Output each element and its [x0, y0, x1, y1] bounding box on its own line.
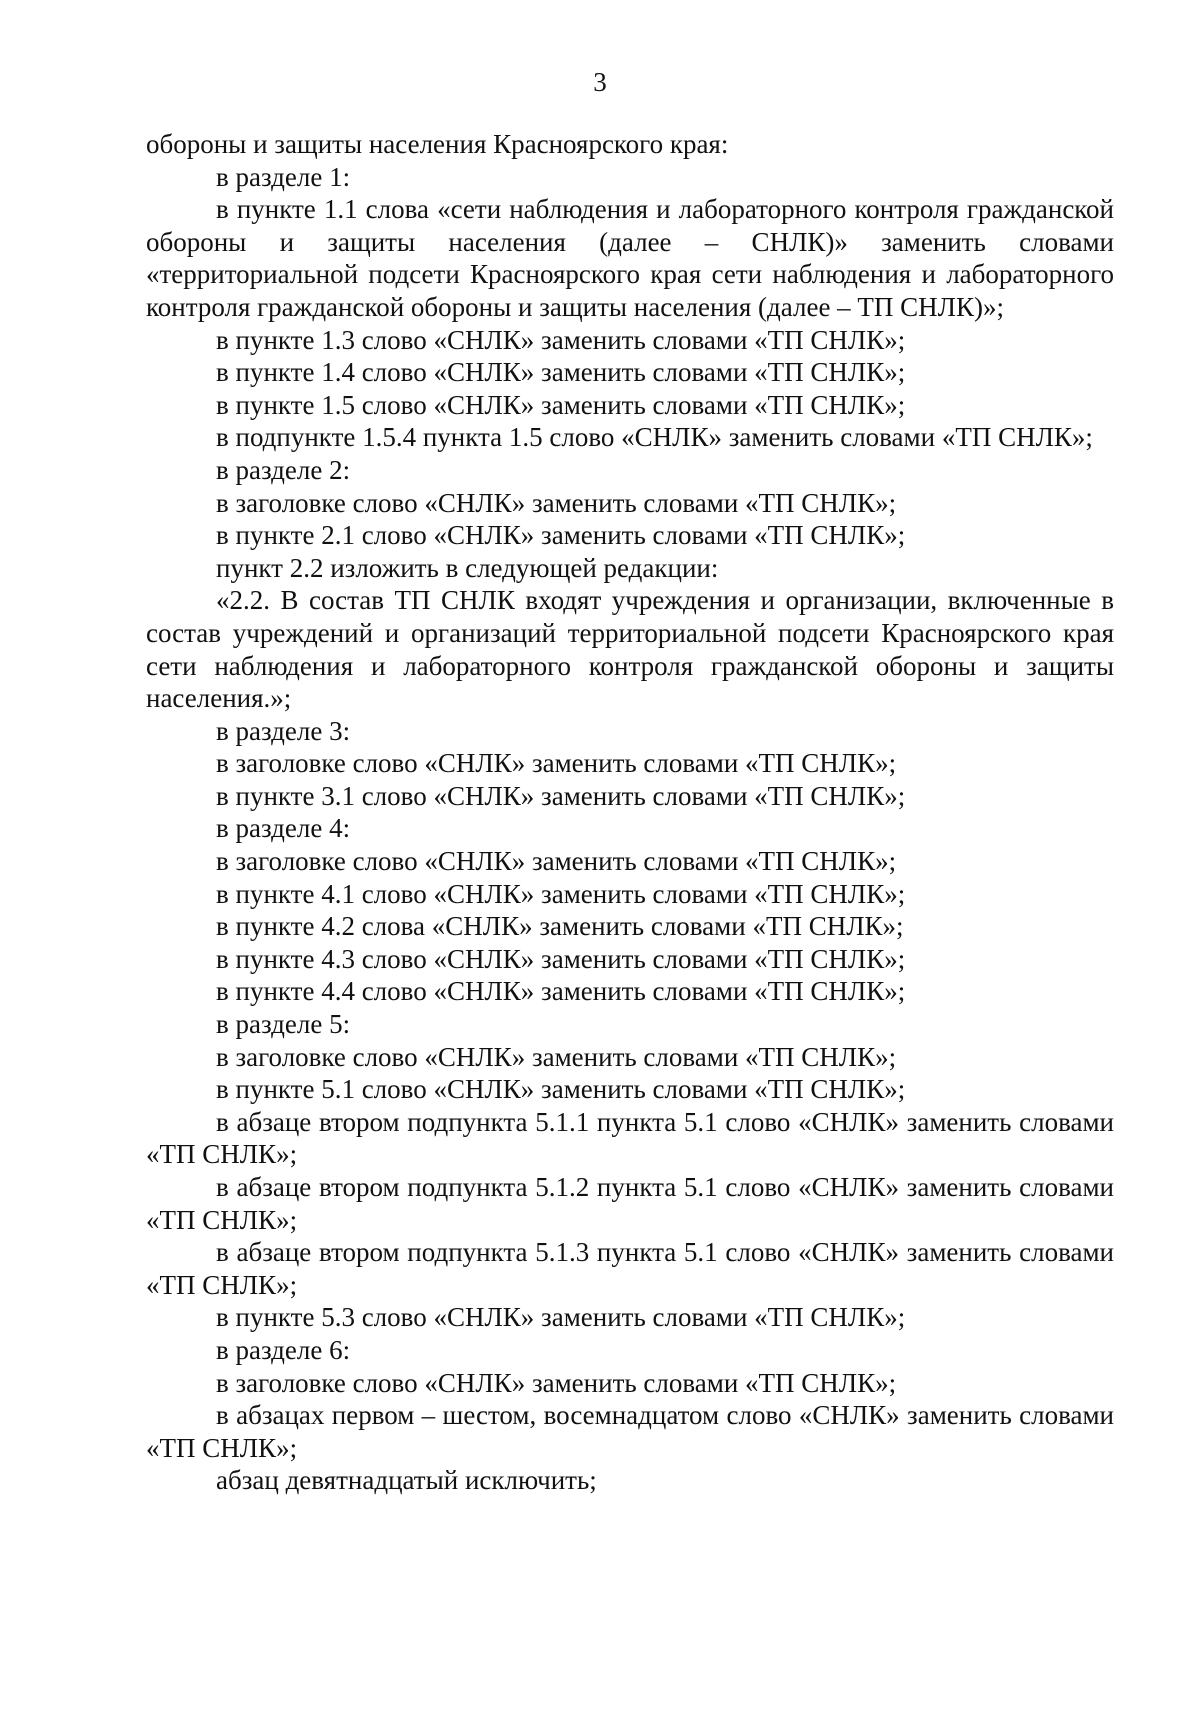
paragraph: в разделе 5:: [216, 1009, 351, 1040]
paragraph: обороны и защиты населения Красноярского края:: [146, 129, 729, 159]
paragraph: в абзаце втором подпункта 5.1.3 пункта 5.1 слово «СНЛК» заменить словами «ТП СНЛК»;: [146, 1237, 1114, 1300]
paragraph: в абзацах первом – шестом, восемнадцатом слово «СНЛК» заменить словами «ТП СНЛК»;: [146, 1400, 1114, 1463]
paragraph: в пункте 3.1 слово «СНЛК» заменить словами «ТП СНЛК»;: [216, 780, 906, 811]
paragraph: абзац девятнадцатый исключить;: [216, 1465, 597, 1496]
paragraph: в пункте 4.1 слово «СНЛК» заменить словами «ТП СНЛК»;: [216, 878, 906, 909]
paragraph: в разделе 1:: [216, 161, 351, 192]
paragraph: в пункте 5.3 слово «СНЛК» заменить словами «ТП СНЛК»;: [216, 1302, 906, 1333]
paragraph: в абзаце втором подпункта 5.1.1 пункта 5.1 слово «СНЛК» заменить словами «ТП СНЛК»;: [146, 1106, 1114, 1170]
paragraph: в разделе 4:: [216, 813, 351, 844]
paragraph: в заголовке слово «СНЛК» заменить словами «ТП СНЛК»;: [216, 748, 897, 779]
document-body: [146, 128, 1114, 1497]
paragraph: пункт 2.2 изложить в следующей редакции:: [216, 552, 719, 583]
page-number: 3: [593, 67, 607, 97]
paragraph: в пункте 1.3 слово «СНЛК» заменить словами «ТП СНЛК»;: [216, 324, 906, 355]
paragraph: в пункте 4.3 слово «СНЛК» заменить словами «ТП СНЛК»;: [216, 943, 906, 974]
paragraph: в пункте 4.4 слово «СНЛК» заменить словами «ТП СНЛК»;: [216, 976, 906, 1007]
paragraph: в заголовке слово «СНЛК» заменить словами «ТП СНЛК»;: [216, 1041, 897, 1072]
paragraph: в абзаце втором подпункта 5.1.2 пункта 5.1 слово «СНЛК» заменить словами «ТП СНЛК»;: [146, 1172, 1114, 1235]
paragraph: в заголовке слово «СНЛК» заменить словами «ТП СНЛК»;: [216, 846, 897, 877]
paragraph: в пункте 5.1 слово «СНЛК» заменить словами «ТП СНЛК»;: [216, 1074, 906, 1105]
paragraph: в подпункте 1.5.4 пункта 1.5 слово «СНЛК» заменить словами «ТП СНЛК»;: [216, 422, 1093, 453]
paragraph: «2.2. В состав ТП СНЛК входят учреждения и организации, включенные в состав учреждений и организаций территориальной подсети Красноярского края сети наблюдения и лабораторного контроля гражданской обороны и защиты населения.»;: [146, 585, 1114, 714]
paragraph: в заголовке слово «СНЛК» заменить словами «ТП СНЛК»;: [216, 487, 897, 518]
paragraph: в заголовке слово «СНЛК» заменить словами «ТП СНЛК»;: [216, 1367, 897, 1398]
paragraph: в разделе 3:: [216, 715, 351, 746]
paragraph: в пункте 1.4 слово «СНЛК» заменить словами «ТП СНЛК»;: [216, 357, 906, 388]
paragraph: в пункте 2.1 слово «СНЛК» заменить словами «ТП СНЛК»;: [216, 520, 906, 551]
paragraph: в разделе 6:: [216, 1334, 351, 1365]
paragraph: в разделе 2:: [216, 454, 351, 485]
paragraph: в пункте 1.5 слово «СНЛК» заменить словами «ТП СНЛК»;: [216, 389, 906, 420]
paragraph: в пункте 4.2 слова «СНЛК» заменить словами «ТП СНЛК»;: [216, 911, 904, 942]
paragraph: в пункте 1.1 слова «сети наблюдения и лабораторного контроля гражданской обороны и защиты населения (далее – СНЛК)» заменить словами «территориальной подсети Красноярского края сети наблюдения и лабораторного контроля гражданской обороны и защиты населения (далее – ТП СНЛК)»;: [146, 194, 1114, 322]
